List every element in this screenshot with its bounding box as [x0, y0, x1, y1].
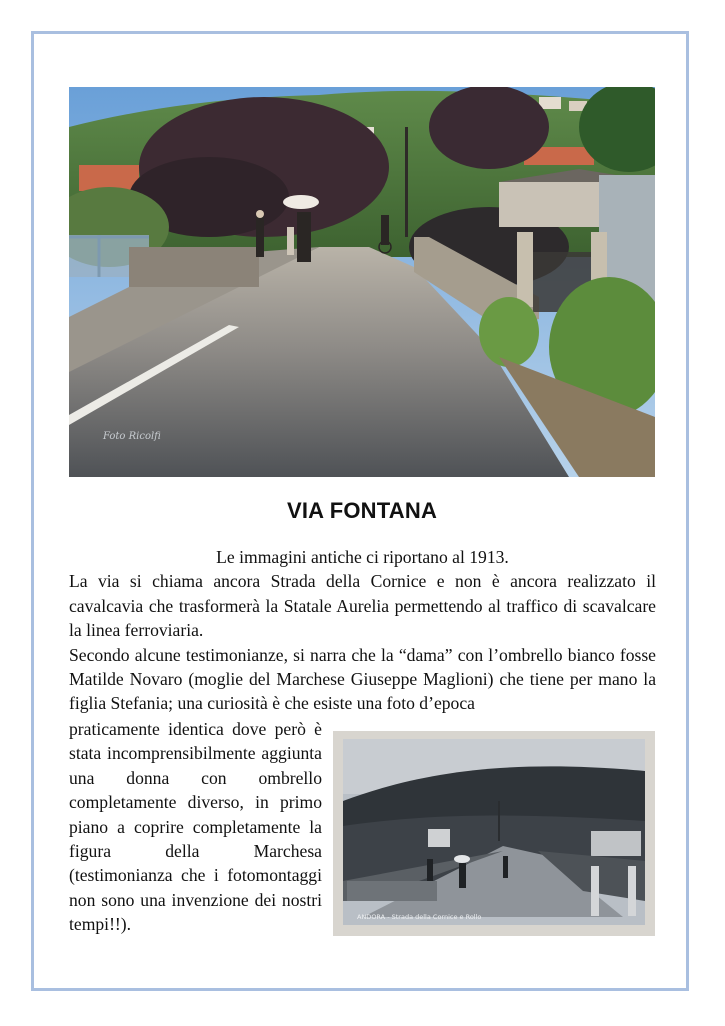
intro-line: Le immagini antiche ci riportano al 1913.: [216, 547, 509, 567]
photo-watermark: Foto Ricolfi: [103, 431, 161, 442]
paragraph-2: Secondo alcune testimonianze, si narra che la “dama” con l’ombrello bianco fosse Matilde Novaro (moglie del Marchese Giuseppe Maglioni) che tiene per mano la figlia Stefania; una curiosità è che esiste una foto d’epoca: [69, 644, 656, 714]
body-text: [69, 545, 656, 716]
old-photo-caption: ANDORA - Strada della Cornice e Rollo: [357, 913, 482, 921]
page-title: VIA FONTANA: [286, 498, 438, 523]
paragraph-2-continued: praticamente identica dove però è stata incomprensibilmente aggiunta una donna con ombrello completamente diverso, in primo piano a coprire completamente la figura della Marchesa (testimonianza che i fotomontaggi non sono una invenzione dei nostri tempi!!).: [69, 719, 322, 935]
main-photo: [69, 87, 655, 477]
old-photo: [333, 731, 655, 936]
paragraph-1: La via si chiama ancora Strada della Cornice e non è ancora realizzato il cavalcavia che trasformerà la Statale Aurelia permettendo al traffico di scavalcare la linea ferroviaria.: [69, 571, 656, 641]
